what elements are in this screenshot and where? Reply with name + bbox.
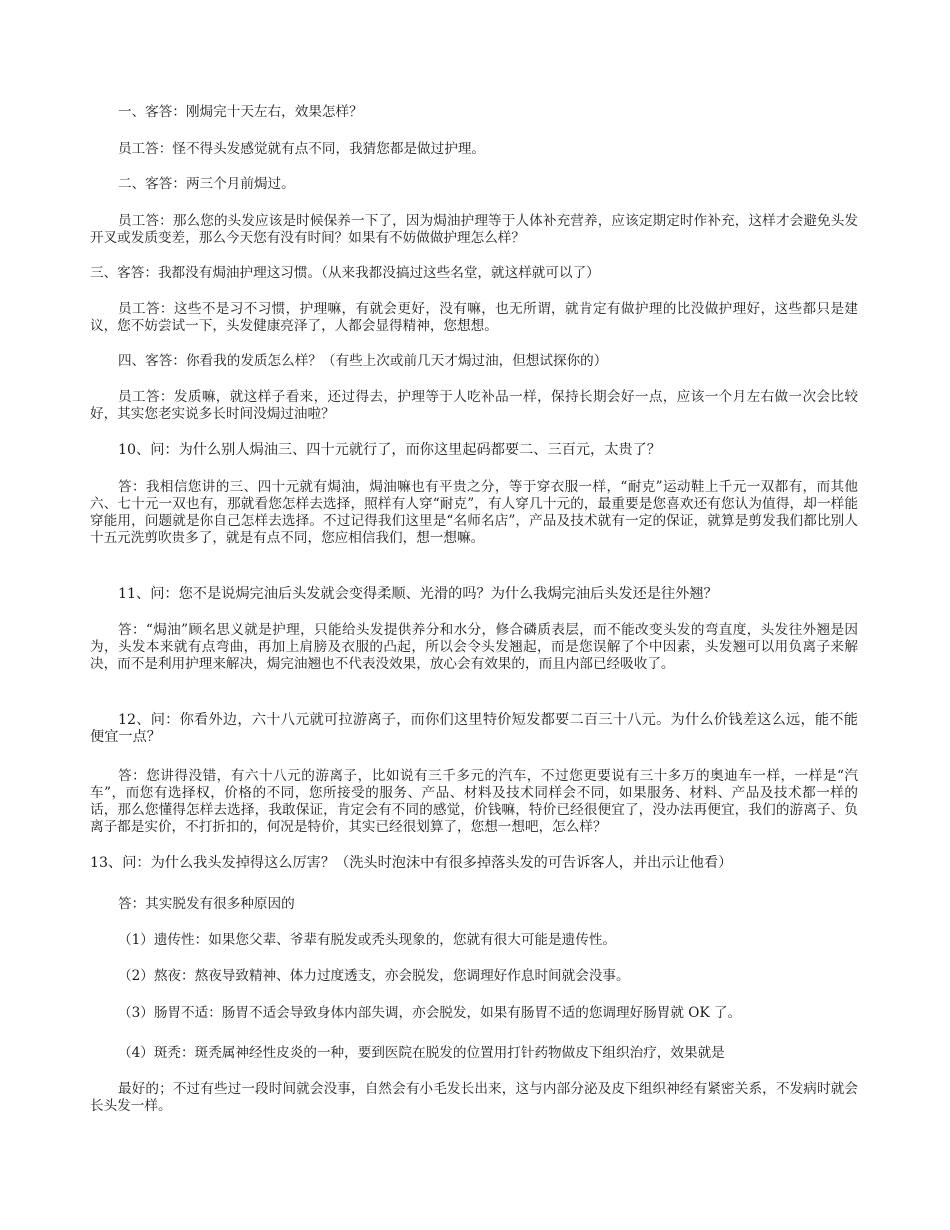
paragraph-12: 答：“焗油”顾名思义就是护理，只能给头发提供养分和水分，修合磷质表层，而不能改变头发的弯直度，头发往外翘是因为，头发本来就有点弯曲，再加上肩膀及衣服的凸起，所以会令头发翘起，而是您误解了个中因素，头发翘可以用负离子来解决，而不是利用护理来解决，焗完油翘也不代表没效果，放心会有效果的，而且内部已经吸收了。 [90, 622, 858, 672]
paragraph-21: 最好的；不过有些过一段时间就会没事，自然会有小毛发长出来，这与内部分泌及皮下组织神经有紧密关系，不发病时就会长头发一样。 [90, 1081, 858, 1114]
paragraph-1: 一、客答：刚焗完十天左右，效果怎样？ [118, 104, 363, 120]
paragraph-9: 10、问：为什么别人焗油三、四十元就行了，而你这里起码都要二、三百元，太贵了？ [118, 442, 661, 458]
paragraph-16: 答：其实脱发有很多种原因的 [118, 896, 295, 912]
paragraph-17: （1）遗传性：如果您父辈、爷辈有脱发或秃头现象的，您就有很大可能是遗传性。 [118, 932, 617, 948]
paragraph-10: 答：我相信您讲的三、四十元就有焗油，焗油嘛也有平贵之分，等于穿衣服一样，“耐克”运动鞋上千元一双都有，而其他六、七十元一双也有，那就看您怎样去选择，照样有人穿“耐克”，有人穿几十元的，最重要是您喜欢还有您认为值得，却一样能穿能用，问题就是你自己怎样去选择。不过记得我们这里是“名师名店”，产品及技术就有一定的保证，就算是剪发我们都比别人十五元洗剪吹贵多了，就是有点不同，您应相信我们，想一想嘛。 [90, 479, 858, 546]
paragraph-11: 11、问：您不是说焗完油后头发就会变得柔顺、光滑的吗？为什么我焗完油后头发还是往外翘？ [118, 586, 718, 602]
paragraph-8: 员工答：发质嘛，就这样子看来，还过得去，护理等于人吃补品一样，保持长期会好一点，应该一个月左右做一次会比较好，其实您老实说多长时间没焗过油啦？ [90, 389, 858, 422]
paragraph-19: （3）肠胃不适：肠胃不适会导致身体内部失调，亦会脱发，如果有肠胃不适的您调理好肠胃就 OK 了。 [118, 1005, 742, 1021]
paragraph-6: 员工答：这些不是习不习惯，护理嘛，有就会更好，没有嘛，也无所谓，就肯定有做护理的比没做护理好，这些都只是建议，您不妨尝试一下，头发健康亮泽了，人都会显得精神，您想想。 [90, 301, 858, 334]
paragraph-3: 二、客答：两三个月前焗过。 [118, 176, 295, 192]
paragraph-4: 员工答：那么您的头发应该是时候保养一下了，因为焗油护理等于人体补充营养，应该定期定时作补充，这样才会避免头发开叉或发质变差，那么今天您有没有时间？如果有不妨做做护理怎么样？ [90, 213, 858, 246]
paragraph-15: 13、问：为什么我头发掉得这么厉害？（洗头时泡沫中有很多掉落头发的可告诉客人，并出示让他看） [90, 855, 733, 871]
paragraph-7: 四、客答：你看我的发质怎么样？（有些上次或前几天才焗过油，但想试探你的） [118, 353, 608, 369]
paragraph-14: 答：您讲得没错，有六十八元的游离子，比如说有三千多元的汽车，不过您更要说有三十多万的奥迪车一样，一样是“汽车”，而您有选择权，价格的不同，您所接受的服务、产品、材料及技术同样会不同，如果服务、材料、产品及技术都一样的话，那么您懂得怎样去选择，我敢保证，肯定会有不同的感觉，价钱嘛，特价已经很便宜了，没办法再便宜，我们的游离子、负离子都是实价，不打折扣的，何况是特价，其实已经很划算了，您想一想吧，怎么样？ [90, 768, 858, 835]
paragraph-2: 员工答：怪不得头发感觉就有点不同，我猜您都是做过护理。 [118, 141, 486, 157]
paragraph-13: 12、问：你看外边，六十八元就可拉游离子，而你们这里特价短发都要二百三十八元。为什么价钱差这么远，能不能便宜一点？ [90, 712, 858, 745]
paragraph-18: （2）熬夜：熬夜导致精神、体力过度透支，亦会脱发，您调理好作息时间就会没事。 [118, 968, 630, 984]
paragraph-5: 三、客答：我都没有焗油护理这习惯。（从来我都没搞过这些名堂，就这样就可以了） [90, 265, 600, 281]
paragraph-20: （4）斑秃：斑秃属神经性皮炎的一种，要到医院在脱发的位置用打针药物做皮下组织治疗，效果就是 [118, 1045, 725, 1061]
